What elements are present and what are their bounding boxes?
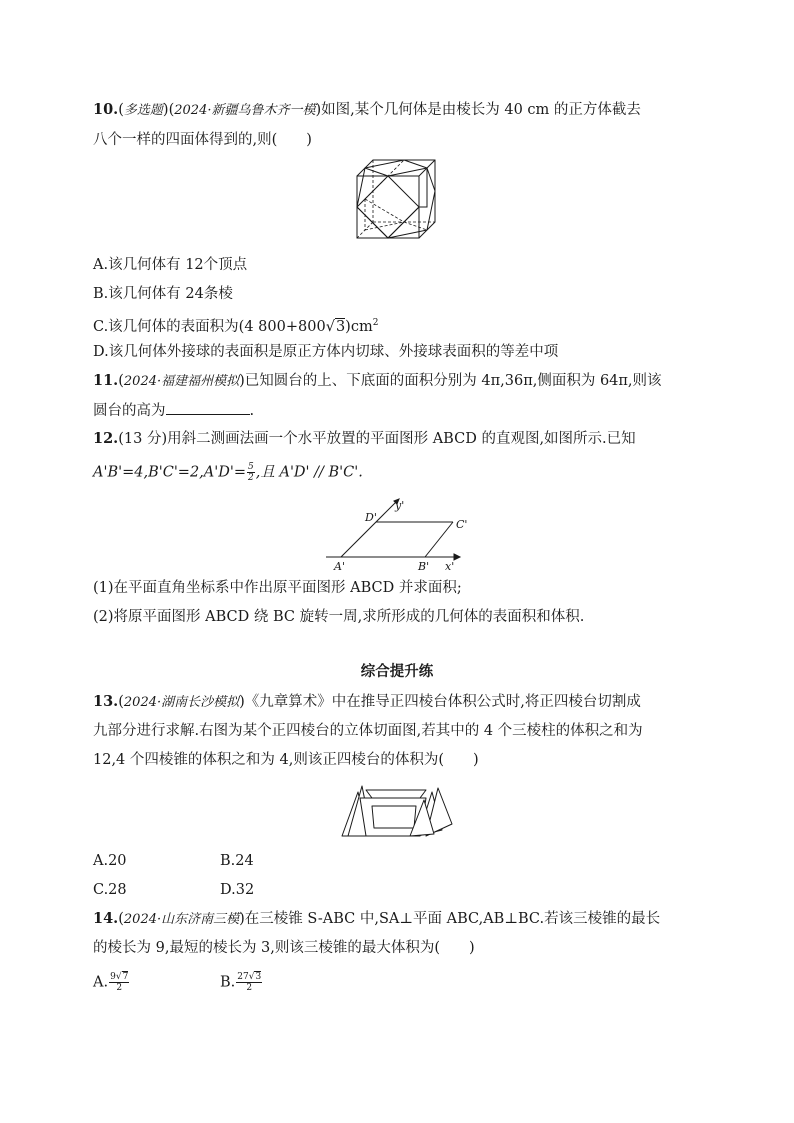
q12-number: 12. — [93, 430, 119, 447]
q10-line1: 10.(多选题)(2024·新疆乌鲁木齐一模)如图,某个几何体是由棱长为 40 cm 的正方体截去 — [93, 101, 641, 118]
q11-line2: 圆台的高为 . — [93, 400, 254, 421]
q12-label-y: y' — [395, 499, 405, 512]
q13-line3: 12,4 个四棱锥的体积之和为 4,则该正四棱台的体积为( ) — [93, 752, 479, 768]
q11-number: 11. — [93, 372, 119, 389]
q12-part2: (2)将原平面图形 ABCD 绕 BC 旋转一周,求所形成的几何体的表面积和体积. — [93, 609, 585, 625]
q10-option-d: D.该几何体外接球的表面积是原正方体内切球、外接球表面积的等差中项 — [93, 344, 559, 360]
q10-line2: 八个一样的四面体得到的,则( ) — [93, 132, 312, 148]
q10-option-a: A.该几何体有 12个顶点 — [93, 257, 248, 273]
q11-line1: 11.(2024·福建福州模拟)已知圆台的上、下底面的面积分别为 4π,36π,侧面积为 64π,则该 — [93, 372, 662, 389]
q13-option-b: B.24 — [220, 853, 254, 869]
q10-option-b: B.该几何体有 24条棱 — [93, 286, 233, 302]
q10-tag: 多选题 — [123, 103, 163, 118]
q14-option-b: B. $\frac{27√3}{2}$ — [220, 972, 262, 993]
q13-line1: 13.(2024·湖南长沙模拟)《九章算术》中在推导正四棱台体积公式时,将正四棱台切割成 — [93, 693, 641, 710]
q12-line2: A'B'=4,B'C'=2,A'D'= $\frac{5}{2}$ ,且 A'D' // B'C'. — [93, 462, 363, 483]
q12-label-c: C' — [456, 518, 468, 531]
q12-label-a: A' — [334, 560, 345, 573]
q13-option-a: A.20 — [93, 853, 127, 869]
q14-number: 14. — [93, 910, 119, 927]
q13-number: 13. — [93, 693, 119, 710]
q10-figure — [355, 158, 437, 240]
q14-line1: 14.(2024·山东济南三模)在三棱锥 S-ABC 中,SA⊥平面 ABC,AB⊥BC.若该三棱锥的最长 — [93, 910, 661, 927]
q13-figure — [338, 778, 456, 840]
q11-answer-blank[interactable] — [166, 400, 250, 415]
q10-source: 2024·新疆乌鲁木齐一模 — [174, 103, 316, 118]
q10-option-c: C.该几何体的表面积为(4 $800+800√3)cm^2$ — [93, 318, 379, 335]
q14-option-a: A. $\frac{9√7}{2}$ — [93, 972, 129, 993]
q10-text: )如图,某个几何体是由棱长为 40 cm 的正方体截去 — [315, 102, 641, 118]
q12-label-d: D' — [365, 511, 377, 524]
q10-number: 10. — [93, 101, 119, 118]
section-title: 综合提升练 — [360, 663, 434, 680]
q14-line2: 的棱长为 9,最短的棱长为 3,则该三棱锥的最大体积为( ) — [93, 940, 475, 956]
q11-source: 2024·福建福州模拟 — [123, 374, 240, 389]
q13-line2: 九部分进行求解.右图为某个正四棱台的立体切面图,若其中的 4 个三棱柱的体积之和为 — [93, 723, 643, 739]
q12-label-x: x' — [445, 560, 455, 573]
q13-source: 2024·湖南长沙模拟 — [123, 695, 240, 710]
q13-option-d: D.32 — [220, 882, 255, 898]
q12-fraction: $\frac{5}{2}$ — [248, 462, 254, 483]
q13-option-c: C.28 — [93, 882, 127, 898]
q14-source: 2024·山东济南三模 — [123, 912, 240, 927]
q12-label-b: B' — [418, 560, 430, 573]
q12-line1: 12.(13 分)用斜二测画法画一个水平放置的平面图形 ABCD 的直观图,如图所示.已知 — [93, 430, 636, 447]
q12-part1: (1)在平面直角坐标系中作出原平面图形 ABCD 并求面积; — [93, 580, 462, 596]
q12-figure — [322, 495, 472, 575]
